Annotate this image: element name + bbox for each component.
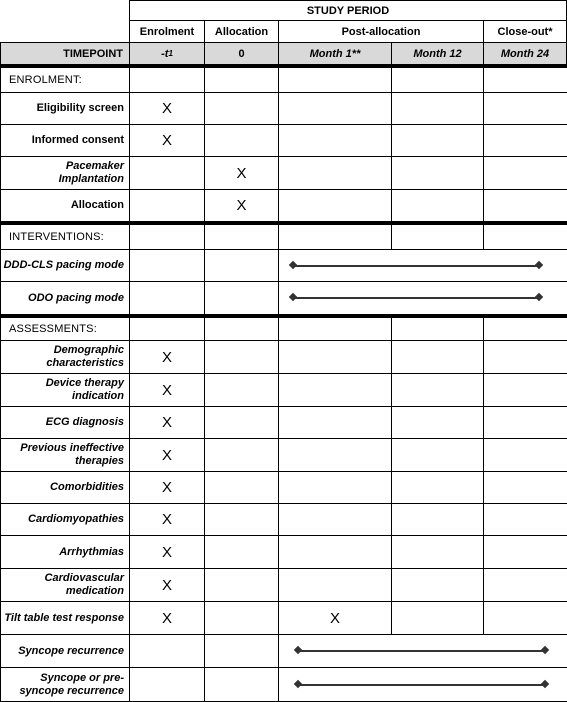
cell-tilt-c2 [204, 601, 279, 635]
col-close-out: Close-out* [483, 20, 567, 43]
cell-previous-c3 [278, 438, 392, 472]
x-mark: X [329, 609, 340, 627]
cell-cardiomyopathies-c1 [129, 503, 205, 536]
cell-cardiomyopathies-c4 [391, 503, 484, 536]
row-label-ecg: ECG diagnosis [0, 406, 130, 439]
cell-tilt-c1 [129, 601, 205, 635]
cell-enrolment-c3 [278, 67, 392, 93]
col-post-allocation: Post-allocation [278, 20, 484, 43]
x-mark: X [161, 414, 172, 431]
row-label-enrolment: ENROLMENT: [0, 67, 130, 93]
cell-demographic-c5 [483, 340, 567, 374]
cell-device-c3 [278, 373, 392, 407]
row-label-allocation: Allocation [0, 189, 130, 222]
cell-interventions-c2 [204, 224, 279, 250]
cell-interventions-c1 [129, 224, 205, 250]
cell-cardiomyopathies-c3 [278, 503, 392, 536]
cell-ecg-c2 [204, 406, 279, 439]
cell-tilt-c5 [483, 601, 567, 635]
cell-demographic-c2 [204, 340, 279, 374]
row-label-comorbidities: Comorbidities [0, 471, 130, 504]
row-label-eligibility: Eligibility screen [0, 92, 130, 125]
x-mark: X [161, 479, 172, 496]
cell-pacemaker-c3 [278, 156, 392, 190]
timepoint-t1 [129, 42, 205, 65]
cell-previous-c1 [129, 438, 205, 472]
duration-arrow-syncope [298, 650, 545, 652]
col-allocation: Allocation [204, 20, 279, 43]
x-mark: X [161, 381, 172, 399]
cell-comorbidities-c2 [204, 471, 279, 504]
cell-cardiomyopathies-c2 [204, 503, 279, 536]
cell-comorbidities-c5 [483, 471, 567, 504]
cell-allocation-c5 [483, 189, 567, 222]
cell-pacemaker-c1 [129, 156, 205, 190]
row-label-pacemaker: Pacemaker Implantation [0, 156, 130, 190]
row-label-cardiomed: Cardiovascular medication [0, 568, 130, 602]
duration-arrow-presyncope [298, 684, 545, 686]
cell-ecg-c1 [129, 406, 205, 439]
cell-consent-c1 [129, 124, 205, 157]
cell-interventions-c4 [391, 224, 484, 250]
cell-enrolment-c1 [129, 67, 205, 93]
cell-consent-c2 [204, 124, 279, 157]
cell-ecg-c5 [483, 406, 567, 439]
cell-device-c5 [483, 373, 567, 407]
cell-syncope-c2 [204, 634, 279, 668]
cell-previous-c5 [483, 438, 567, 472]
row-label-arrhythmias: Arrhythmias [0, 535, 130, 569]
cell-allocation-c1 [129, 189, 205, 222]
cell-allocation-c2 [204, 189, 279, 222]
cell-eligibility-c3 [278, 92, 392, 125]
cell-eligibility-c1 [129, 92, 205, 125]
cell-device-c1 [129, 373, 205, 407]
cell-enrolment-c5 [483, 67, 567, 93]
row-label-consent: Informed consent [0, 124, 130, 157]
cell-dddcls-c1 [129, 249, 205, 282]
cell-eligibility-c5 [483, 92, 567, 125]
cell-interventions-c3 [278, 224, 392, 250]
timepoint-t1-text: -t [161, 47, 169, 60]
cell-tilt-c3 [278, 601, 392, 635]
col-enrolment: Enrolment [129, 20, 205, 43]
cell-demographic-c1 [129, 340, 205, 374]
cell-presyncope-c2 [204, 667, 279, 702]
cell-comorbidities-c4 [391, 471, 484, 504]
duration-arrow-dddcls [293, 265, 539, 267]
cell-cardiomed-c4 [391, 568, 484, 602]
study-period-header: STUDY PERIOD [129, 0, 567, 21]
cell-cardiomed-c5 [483, 568, 567, 602]
cell-assessments-c2 [204, 317, 279, 341]
row-label-cardiomyopathies: Cardiomyopathies [0, 503, 130, 536]
cell-eligibility-c2 [204, 92, 279, 125]
cell-comorbidities-c3 [278, 471, 392, 504]
x-mark: X [236, 164, 247, 182]
cell-pacemaker-c2 [204, 156, 279, 190]
cell-cardiomed-c3 [278, 568, 392, 602]
row-label-device: Device therapy indication [0, 373, 130, 407]
timepoint-month12: Month 12 [391, 42, 484, 65]
cell-enrolment-c2 [204, 67, 279, 93]
cell-consent-c5 [483, 124, 567, 157]
row-label-odo: ODO pacing mode [0, 281, 130, 315]
row-label-presyncope: Syncope or pre-syncope recurrence [0, 667, 130, 702]
cell-arrhythmias-c1 [129, 535, 205, 569]
cell-arrhythmias-c4 [391, 535, 484, 569]
duration-arrow-odo [293, 297, 539, 299]
cell-demographic-c4 [391, 340, 484, 374]
x-mark: X [161, 576, 172, 594]
timepoint-month1: Month 1** [278, 42, 392, 65]
cell-previous-c4 [391, 438, 484, 472]
row-label-demographic: Demographic characteristics [0, 340, 130, 374]
row-label-previous: Previous ineffective therapies [0, 438, 130, 472]
cell-syncope-c1 [129, 634, 205, 668]
cell-demographic-c3 [278, 340, 392, 374]
cell-interventions-c5 [483, 224, 567, 250]
cell-previous-c2 [204, 438, 279, 472]
timepoint-0: 0 [204, 42, 279, 65]
cell-cardiomed-c2 [204, 568, 279, 602]
timepoint-month24: Month 24 [483, 42, 567, 65]
row-label-syncope: Syncope recurrence [0, 634, 130, 668]
cell-ecg-c3 [278, 406, 392, 439]
cell-comorbidities-c1 [129, 471, 205, 504]
cell-arrhythmias-c5 [483, 535, 567, 569]
cell-odo-c2 [204, 281, 279, 315]
x-mark: X [161, 543, 172, 561]
cell-dddcls-c2 [204, 249, 279, 282]
cell-pacemaker-c5 [483, 156, 567, 190]
cell-presyncope-c1 [129, 667, 205, 702]
x-mark: X [161, 100, 172, 117]
cell-device-c2 [204, 373, 279, 407]
cell-eligibility-c4 [391, 92, 484, 125]
cell-cardiomyopathies-c5 [483, 503, 567, 536]
cell-pacemaker-c4 [391, 156, 484, 190]
x-mark: X [161, 511, 172, 528]
x-mark: X [161, 132, 172, 149]
cell-consent-c3 [278, 124, 392, 157]
cell-allocation-c3 [278, 189, 392, 222]
cell-tilt-c4 [391, 601, 484, 635]
cell-assessments-c4 [391, 317, 484, 341]
row-label-assessments: ASSESSMENTS: [0, 317, 130, 341]
timepoint-t1-subscript: 1 [168, 49, 173, 58]
row-label-dddcls: DDD-CLS pacing mode [0, 249, 130, 282]
x-mark: X [161, 348, 172, 366]
cell-allocation-c4 [391, 189, 484, 222]
row-label-interventions: INTERVENTIONS: [0, 224, 130, 250]
x-mark: X [236, 197, 247, 214]
cell-device-c4 [391, 373, 484, 407]
cell-arrhythmias-c2 [204, 535, 279, 569]
cell-odo-c1 [129, 281, 205, 315]
cell-consent-c4 [391, 124, 484, 157]
x-mark: X [161, 609, 172, 627]
cell-assessments-c1 [129, 317, 205, 341]
cell-ecg-c4 [391, 406, 484, 439]
cell-assessments-c3 [278, 317, 392, 341]
cell-enrolment-c4 [391, 67, 484, 93]
timepoint-label: TIMEPOINT [0, 42, 130, 65]
x-mark: X [161, 446, 172, 464]
cell-assessments-c5 [483, 317, 567, 341]
cell-arrhythmias-c3 [278, 535, 392, 569]
cell-cardiomed-c1 [129, 568, 205, 602]
row-label-tilt: Tilt table test response [0, 601, 130, 635]
